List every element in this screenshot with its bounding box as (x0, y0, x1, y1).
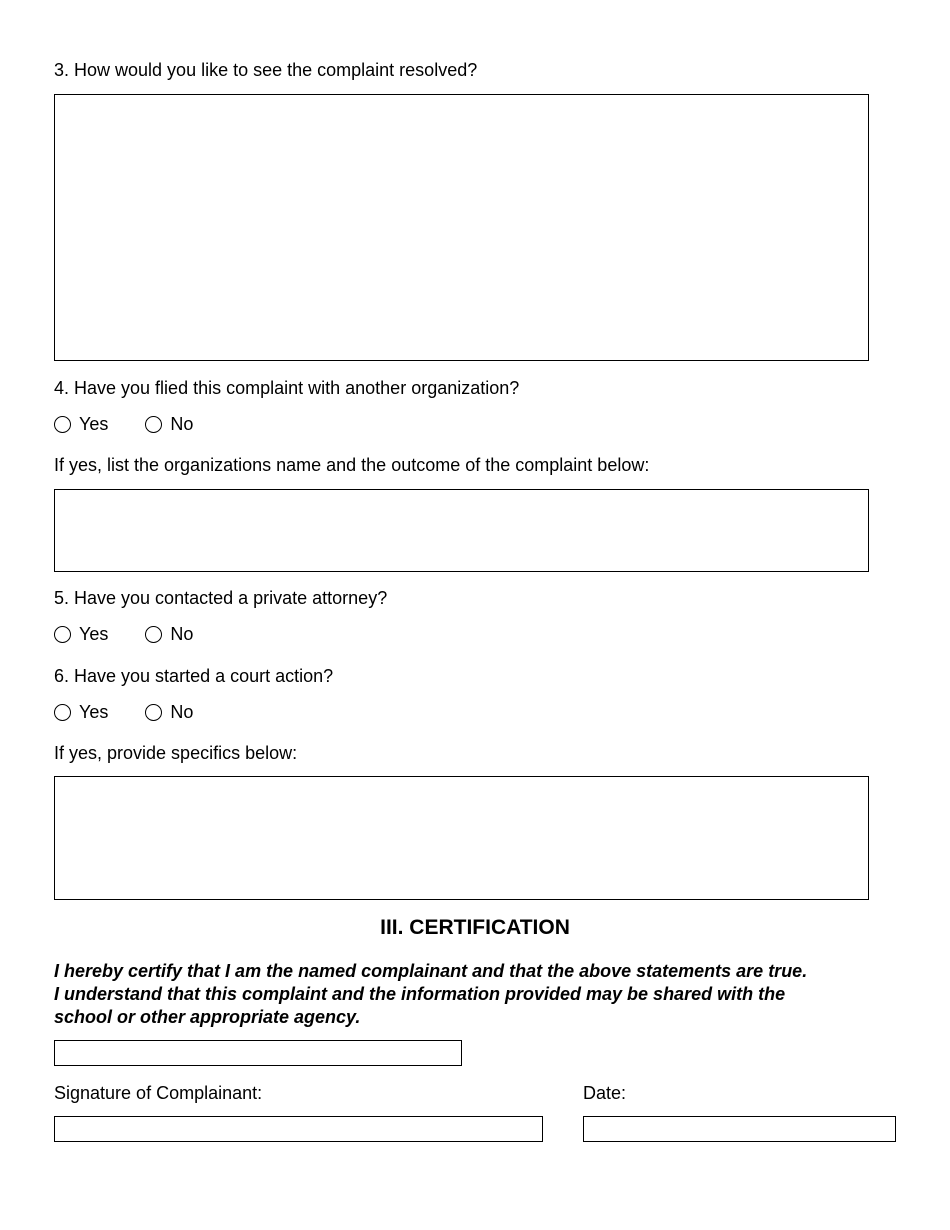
q6-specifics-box[interactable] (54, 776, 869, 900)
q6-radio-group (54, 700, 193, 724)
q6-no-label: No (170, 702, 194, 722)
date-label: Date: (583, 1083, 627, 1103)
q6-label: 6. Have you started a court action? (54, 666, 334, 686)
q4-no-label: No (170, 414, 194, 434)
radio-circle-icon[interactable] (145, 704, 162, 721)
q4-radio-group (54, 412, 193, 436)
q5-no-radio[interactable] (145, 623, 193, 645)
q5-radio-group (54, 622, 193, 646)
radio-circle-icon[interactable] (54, 704, 71, 721)
complainant-name-field[interactable] (54, 1040, 462, 1066)
q4-yes-radio[interactable] (54, 413, 108, 435)
signature-field[interactable] (54, 1116, 543, 1142)
q4-organizations-box[interactable] (54, 489, 869, 572)
q3-response-box[interactable] (54, 94, 869, 361)
q5-label: 5. Have you contacted a private attorney? (54, 588, 388, 608)
q4-followup-label: If yes, list the organizations name and the outcome of the complaint below: (54, 455, 650, 475)
certification-heading: III. CERTIFICATION (380, 916, 570, 939)
certification-line-3: school or other appropriate agency. (54, 1007, 361, 1027)
q4-yes-label: Yes (79, 414, 109, 434)
q5-no-label: No (170, 624, 194, 644)
q3-label: 3. How would you like to see the complaint resolved? (54, 60, 478, 80)
certification-statement (54, 960, 884, 1029)
q6-followup-label: If yes, provide specifics below: (54, 743, 298, 763)
radio-circle-icon[interactable] (145, 416, 162, 433)
certification-line-2: I understand that this complaint and the information provided may be shared with the (54, 984, 786, 1004)
q6-yes-label: Yes (79, 702, 109, 722)
certification-line-1: I hereby certify that I am the named complainant and that the above statements are true. (54, 961, 808, 981)
radio-circle-icon[interactable] (145, 626, 162, 643)
q5-yes-radio[interactable] (54, 623, 108, 645)
q6-no-radio[interactable] (145, 701, 193, 723)
q4-no-radio[interactable] (145, 413, 193, 435)
radio-circle-icon[interactable] (54, 416, 71, 433)
signature-label: Signature of Complainant: (54, 1083, 263, 1103)
date-field[interactable] (583, 1116, 896, 1142)
q6-yes-radio[interactable] (54, 701, 108, 723)
q5-yes-label: Yes (79, 624, 109, 644)
q4-label: 4. Have you flied this complaint with another organization? (54, 378, 520, 398)
radio-circle-icon[interactable] (54, 626, 71, 643)
